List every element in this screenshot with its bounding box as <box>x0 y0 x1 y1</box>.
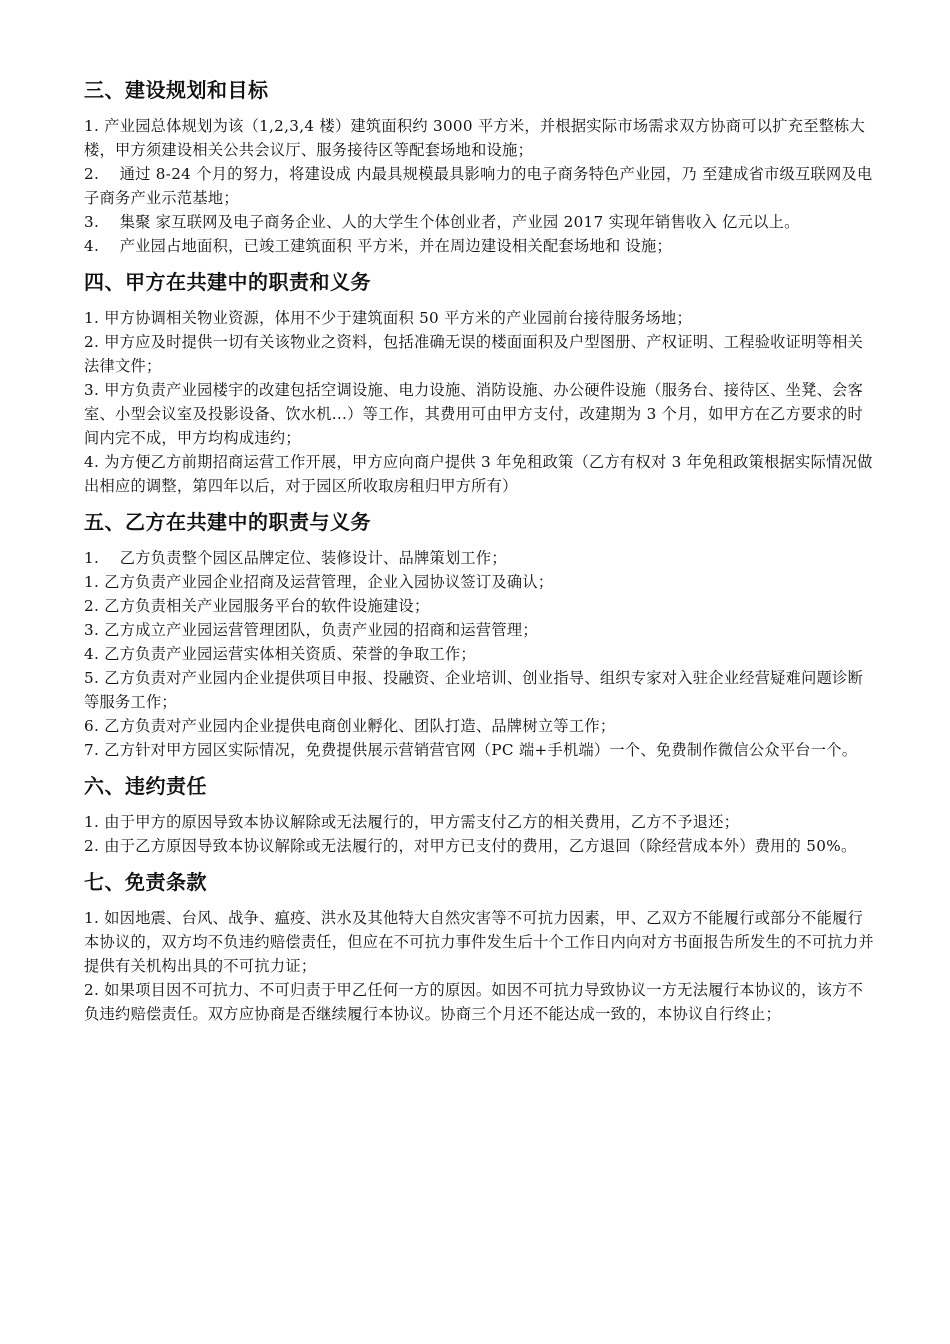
clause: 3. 集聚 家互联网及电子商务企业、人的大学生个体创业者，产业园 2017 实现年销售收入 亿元以上。 <box>84 213 800 231</box>
clause: 1. 乙方负责整个园区品牌定位、装修设计、品牌策划工作； <box>84 549 507 567</box>
clause: 1. 如因地震、台风、战争、瘟疫、洪水及其他特大自然灾害等不可抗力因素，甲、乙双方不能履行或部分不能履行本协议的，双方均不负违约赔偿责任，但应在不可抗力事件发生后十个工作日内向对方书面报告所发生的不可抗力并提供有关机构出具的不可抗力证； <box>84 909 874 975</box>
clause: 1. 乙方负责产业园企业招商及运营管理，企业入园协议签订及确认； <box>84 573 554 591</box>
clause: 4. 产业园占地面积，已竣工建筑面积 平方米，并在周边建设相关配套场地和 设施； <box>84 237 673 255</box>
clause: 3. 乙方成立产业园运营管理团队，负责产业园的招商和运营管理； <box>84 621 538 639</box>
clause: 5. 乙方负责对产业园内企业提供项目申报、投融资、企业培训、创业指导、组织专家对入驻企业经营疑难问题诊断等服务工作； <box>84 669 864 711</box>
clause: 2. 由于乙方原因导致本协议解除或无法履行的，对甲方已支付的费用，乙方退回（除经营成本外）费用的 50%。 <box>84 837 857 855</box>
clause: 2. 乙方负责相关产业园服务平台的软件设施建设； <box>84 597 430 615</box>
clause: 6. 乙方负责对产业园内企业提供电商创业孵化、团队打造、品牌树立等工作； <box>84 717 616 735</box>
clause: 7. 乙方针对甲方园区实际情况，免费提供展示营销营官网（PC 端+手机端）一个、免费制作微信公众平台一个。 <box>84 741 858 759</box>
section-heading: 五、乙方在共建中的职责与义务 <box>84 510 371 534</box>
section-party-b-duties <box>84 508 874 762</box>
clause: 1. 由于甲方的原因导致本协议解除或无法履行的，甲方需支付乙方的相关费用，乙方不予退还； <box>84 813 740 831</box>
clause: 2. 通过 8-24 个月的努力，将建设成 内最具规模最具影响力的电子商务特色产业园，乃 至建成省市级互联网及电子商务产业示范基地； <box>84 165 873 207</box>
section-breach-liability <box>84 772 874 858</box>
section-exemption <box>84 868 874 1026</box>
section-heading: 六、违约责任 <box>84 774 207 798</box>
section-heading: 三、建设规划和目标 <box>84 78 269 102</box>
section-planning-goals <box>84 76 874 258</box>
clause: 3. 甲方负责产业园楼宇的改建包括空调设施、电力设施、消防设施、办公硬件设施（服务台、接待区、坐凳、会客室、小型会议室及投影设备、饮水机...）等工作，其费用可由甲方支付，改建期为 3 个月，如甲方在乙方要求的时间内完不成，甲方均构成违约； <box>84 381 864 447</box>
section-heading: 七、免责条款 <box>84 870 207 894</box>
clause: 4. 乙方负责产业园运营实体相关资质、荣誉的争取工作； <box>84 645 476 663</box>
clause: 2. 如果项目因不可抗力、不可归责于甲乙任何一方的原因。如因不可抗力导致协议一方无法履行本协议的，该方不负违约赔偿责任。双方应协商是否继续履行本协议。协商三个月还不能达成一致的，本协议自行终止； <box>84 981 864 1023</box>
clause: 1. 产业园总体规划为该（1,2,3,4 楼）建筑面积约 3000 平方米，并根据实际市场需求双方协商可以扩充至整栋大楼，甲方须建设相关公共会议厅、服务接待区等配套场地和设施； <box>84 117 866 159</box>
document-page <box>84 76 874 1026</box>
section-party-a-duties <box>84 268 874 498</box>
clause: 4. 为方便乙方前期招商运营工作开展，甲方应向商户提供 3 年免租政策（乙方有权对 3 年免租政策根据实际情况做出相应的调整，第四年以后，对于园区所收取房租归甲方所有） <box>84 453 873 495</box>
section-heading: 四、甲方在共建中的职责和义务 <box>84 270 371 294</box>
clause: 1. 甲方协调相关物业资源，体用不少于建筑面积 50 平方米的产业园前台接待服务场地； <box>84 309 692 327</box>
clause: 2. 甲方应及时提供一切有关该物业之资料，包括准确无误的楼面面积及户型图册、产权证明、工程验收证明等相关法律文件； <box>84 333 864 375</box>
